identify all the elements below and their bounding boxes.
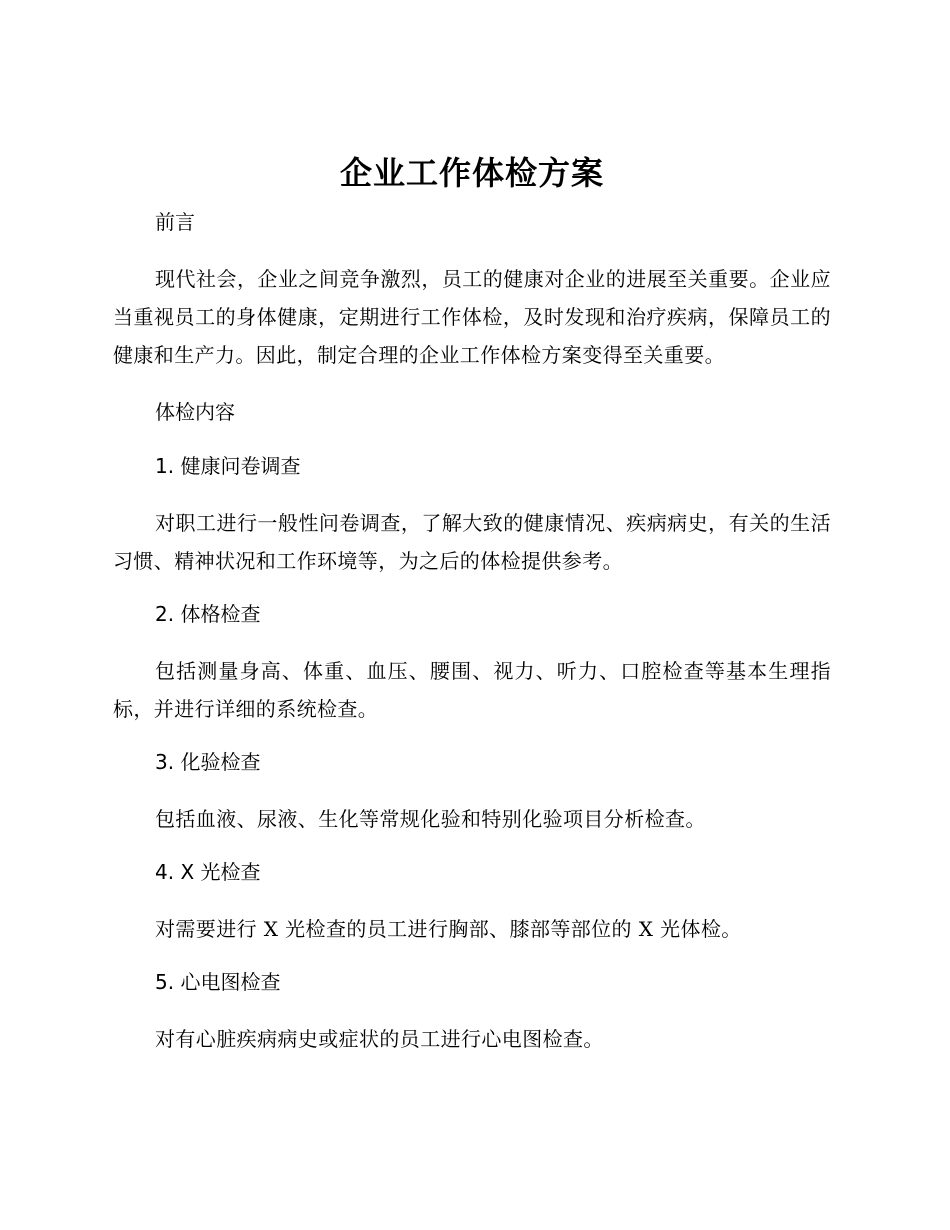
item-heading-xray: 4. X 光检查	[155, 860, 261, 884]
preface-paragraph: 现代社会，企业之间竞争激烈，员工的健康对企业的进展至关重要。企业应当重视员工的身体健康，定期进行工作体检，及时发现和治疗疾病，保障员工的健康和生产力。因此，制定合理的企业工作体检方案变得至关重要。	[113, 267, 831, 367]
item-paragraph-xray: 对需要进行 X 光检查的员工进行胸部、膝部等部位的 X 光体检。	[155, 917, 742, 941]
item-heading-ecg: 5. 心电图检查	[155, 970, 281, 994]
item-heading-questionnaire: 1. 健康问卷调查	[155, 454, 301, 478]
document-page	[113, 148, 831, 1058]
section-heading-preface: 前言	[155, 210, 195, 234]
item-paragraph-ecg: 对有心脏疾病病史或症状的员工进行心电图检查。	[155, 1027, 604, 1051]
item-heading-lab-tests: 3. 化验检查	[155, 750, 261, 774]
section-heading-content: 体检内容	[155, 400, 235, 424]
item-paragraph-lab-tests: 包括血液、尿液、生化等常规化验和特别化验项目分析检查。	[155, 807, 706, 831]
document-title: 企业工作体检方案	[339, 154, 604, 192]
item-heading-physical-exam: 2. 体格检查	[155, 602, 261, 626]
item-paragraph-physical-exam: 包括测量身高、体重、血压、腰围、视力、听力、口腔检查等基本生理指标，并进行详细的系统检查。	[113, 659, 831, 721]
item-paragraph-questionnaire: 对职工进行一般性问卷调查，了解大致的健康情况、疾病病史，有关的生活习惯、精神状况和工作环境等，为之后的体检提供参考。	[113, 511, 831, 573]
